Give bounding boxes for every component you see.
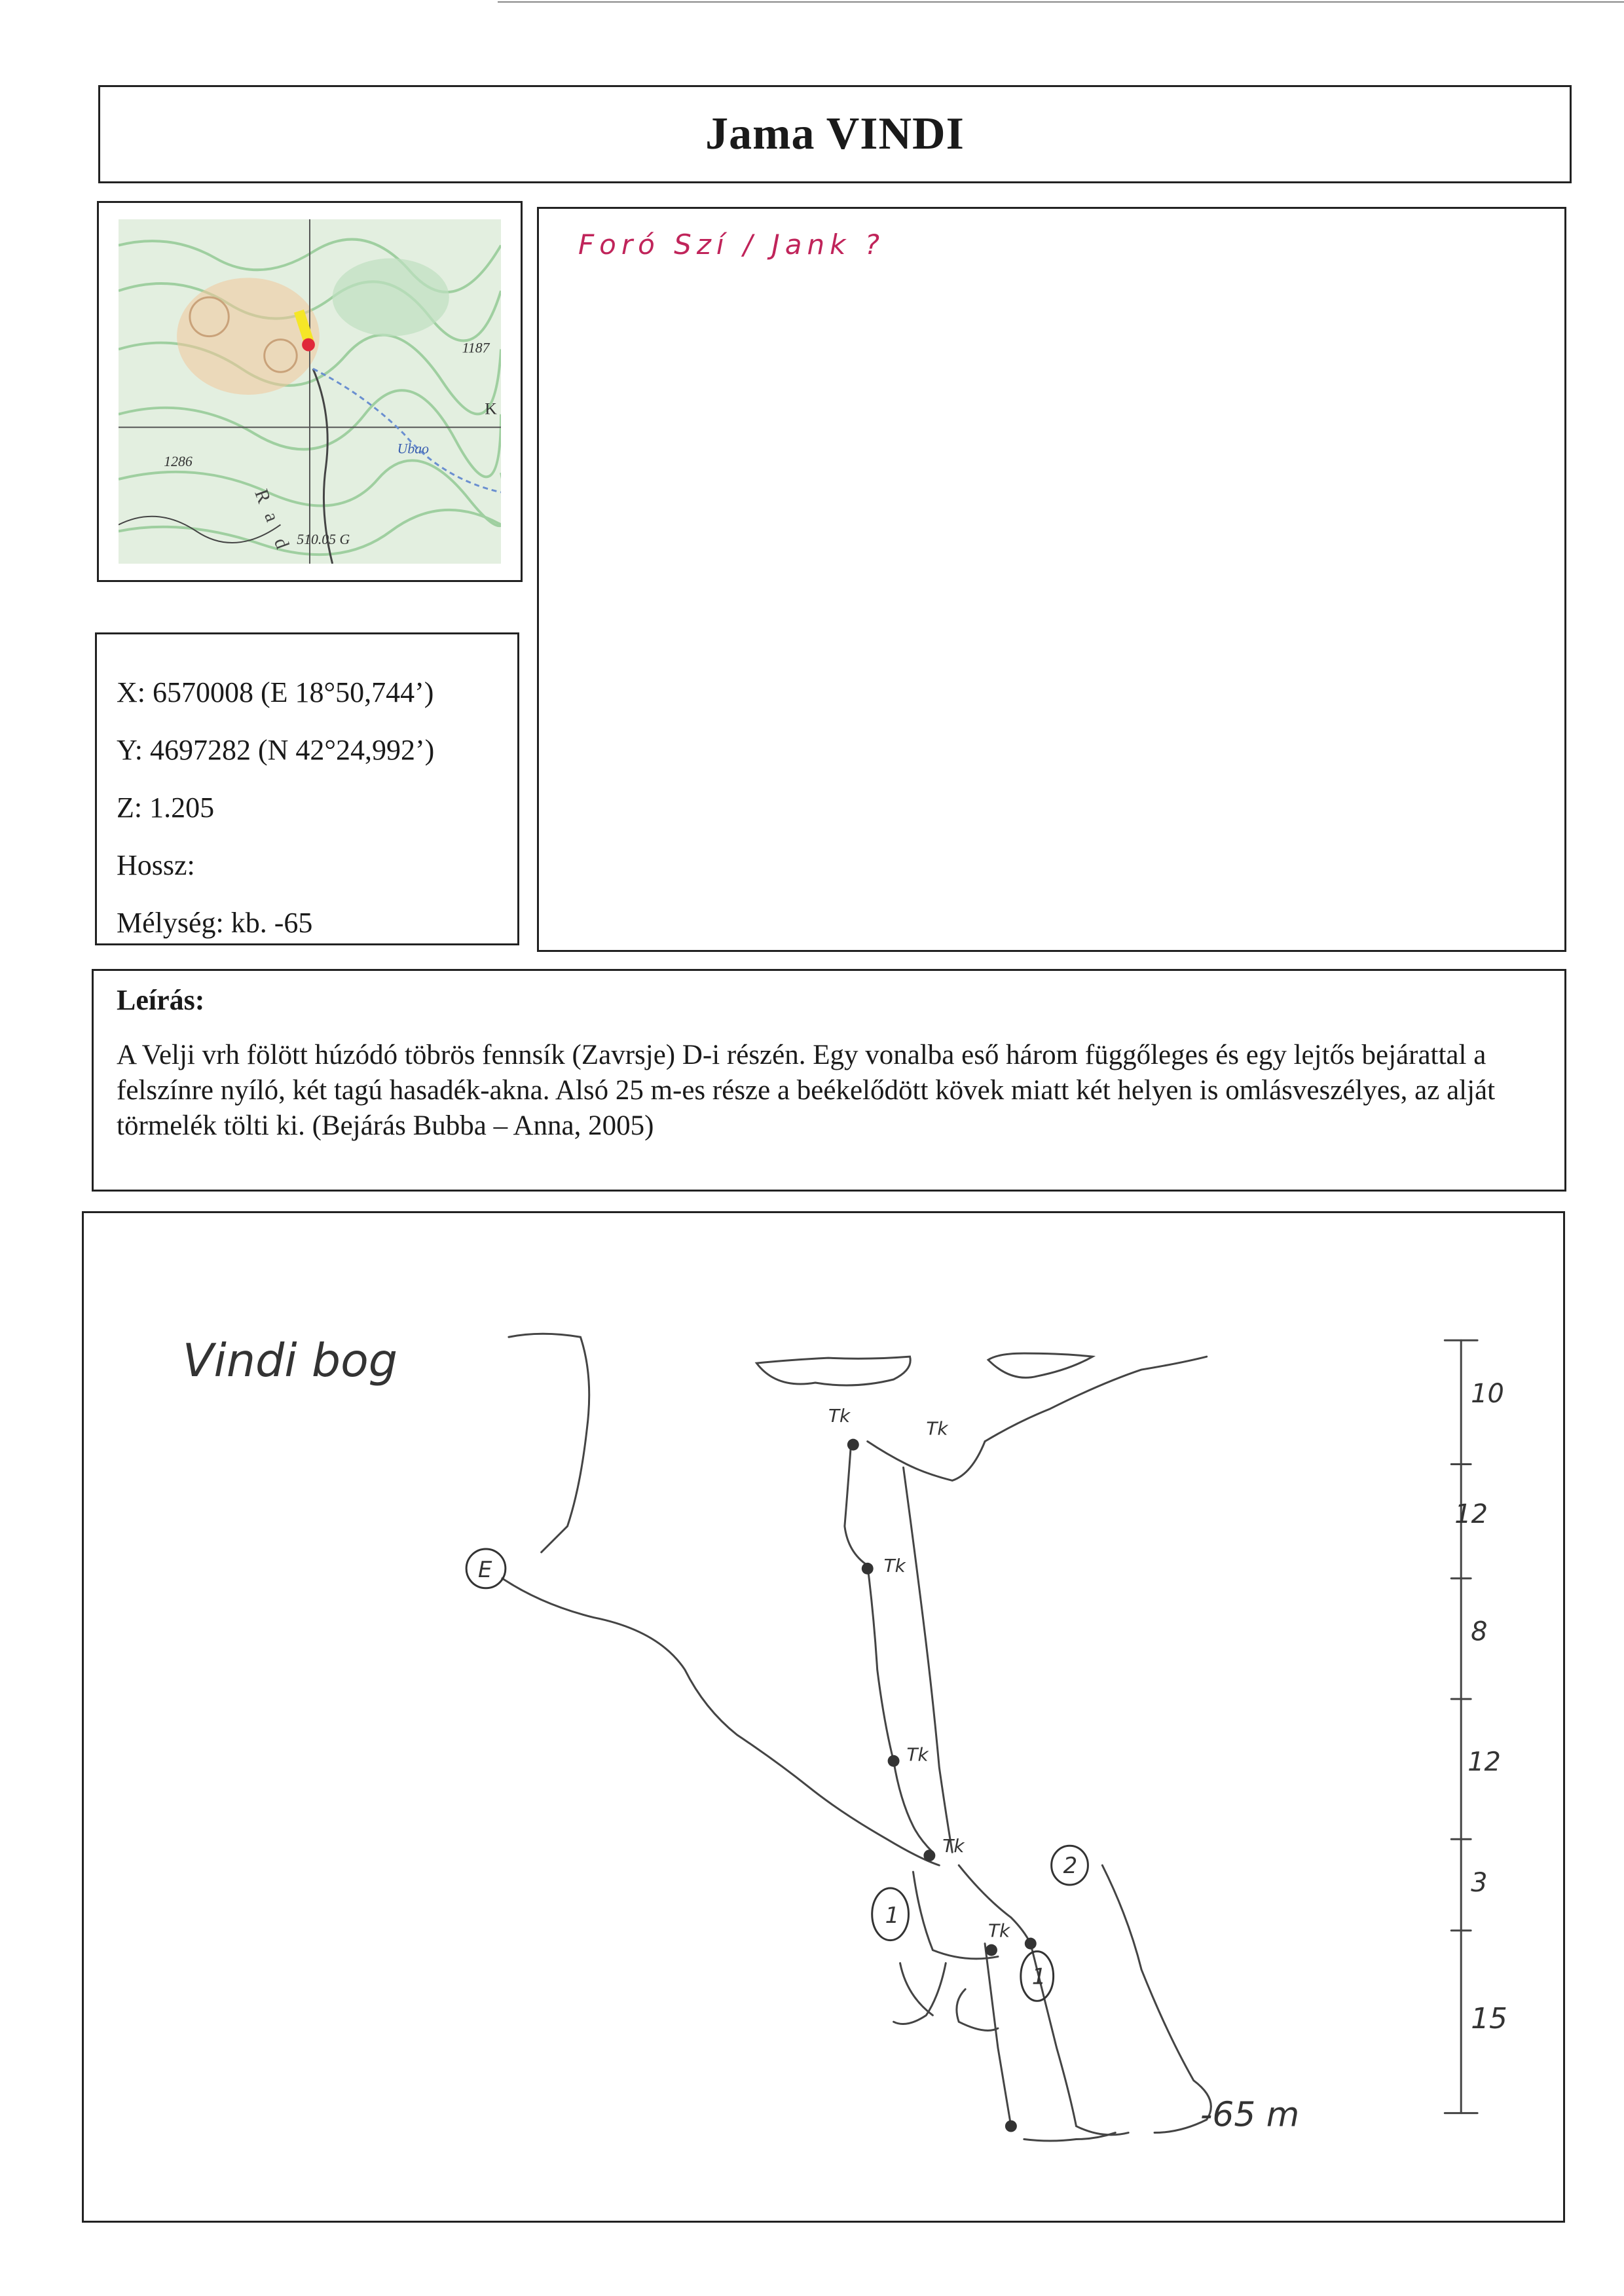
marker-label: E xyxy=(478,1556,492,1582)
depth-field: Mélység: kb. -65 xyxy=(117,907,313,939)
cave-sketch-box xyxy=(82,1211,1565,2223)
scale-label: 12 xyxy=(1467,1747,1501,1777)
scale-label: 10 xyxy=(1471,1378,1504,1409)
cave-sketch xyxy=(84,1213,1563,2221)
marker-label: 2 xyxy=(1063,1853,1078,1879)
length-field: Hossz: xyxy=(117,849,195,881)
map-label: R xyxy=(250,486,275,506)
topographic-map xyxy=(119,219,501,564)
description-text: A Velji vrh fölött húzódó töbrös fennsík (Zavrsje) D-i részén. Egy vonalba eső három függőleges és egy lejtős bejárattal a felszínre nyíló, két tagú hasadék-akna. Alsó 25 m-es része a beékelődött kövek miatt két helyen is omlásveszélyes, az alját törmelék tölti ki. (Bejárás Bubba – Anna, 2005) xyxy=(117,1040,1496,1141)
handwritten-note: Foró Szí / Jank ? xyxy=(578,228,885,261)
description-heading: Leírás: xyxy=(117,984,205,1016)
scale-label: 12 xyxy=(1454,1499,1488,1530)
map-label: d xyxy=(269,535,293,552)
map-label: 1286 xyxy=(164,454,193,470)
notes-box xyxy=(537,207,1566,952)
station-label: Tk xyxy=(942,1835,965,1857)
title-box xyxy=(98,85,1572,183)
station-label: Tk xyxy=(828,1404,851,1427)
station-label: Tk xyxy=(883,1554,906,1576)
coordinates-box xyxy=(95,632,519,945)
scale-label: 15 xyxy=(1471,2002,1507,2036)
map-label: K xyxy=(485,399,497,418)
coord-x: X: 6570008 (E 18°50,744’) xyxy=(117,676,434,708)
map-label: a xyxy=(260,509,283,525)
map-label: 510.05 G xyxy=(297,532,350,548)
marker-label: 1 xyxy=(1031,1963,1046,1990)
station-label: Tk xyxy=(926,1417,948,1440)
coord-y: Y: 4697282 (N 42°24,992’) xyxy=(117,734,435,766)
top-scan-line xyxy=(498,1,1624,3)
scale-label: 8 xyxy=(1471,1616,1488,1647)
map-label: 1187 xyxy=(462,340,490,356)
description-box xyxy=(92,969,1566,1192)
station-label: Tk xyxy=(988,1920,1010,1942)
sketch-depth-label: -65 m xyxy=(1200,2095,1300,2135)
coord-z: Z: 1.205 xyxy=(117,792,215,824)
scale-label: 3 xyxy=(1471,1867,1488,1898)
marker-label: 1 xyxy=(885,1902,900,1928)
station-label: Tk xyxy=(906,1743,929,1766)
map-label: Ubao xyxy=(397,441,430,457)
page-title: Jama VINDI xyxy=(705,109,965,159)
sketch-title: Vindi bog xyxy=(182,1334,398,1388)
map-box xyxy=(97,201,523,582)
